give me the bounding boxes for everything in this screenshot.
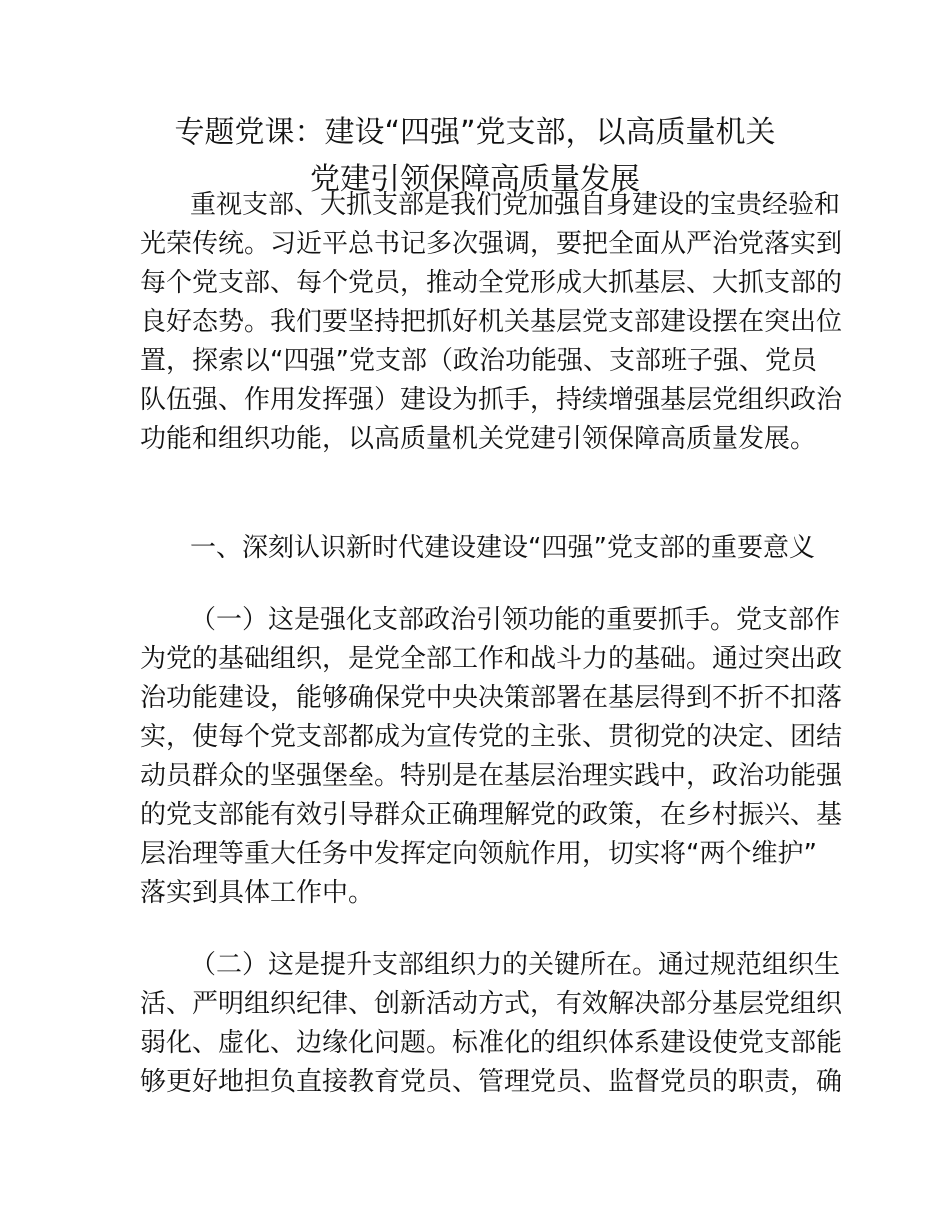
paragraph-1-line: 落实到具体工作中。 — [140, 878, 375, 908]
paragraph-1-line: 实，使每个党支部都成为宣传党的主张、贯彻党的决定、团结 — [140, 722, 843, 752]
intro-paragraph-line: 功能和组织功能，以高质量机关党建引领保障高质量发展。 — [140, 424, 817, 454]
document-title-line-1: 专题党课：建设“四强”党支部，以高质量机关 — [174, 115, 776, 150]
paragraph-2-line: （二）这是提升支部组织力的关键所在。通过规范组织生 — [190, 950, 841, 980]
paragraph-1-line: 为党的基础组织，是党全部工作和战斗力的基础。通过突出政 — [140, 644, 843, 674]
paragraph-2-line: 够更好地担负直接教育党员、管理党员、监督党员的职责，确 — [140, 1067, 843, 1097]
paragraph-1-line: 的党支部能有效引导群众正确理解党的政策，在乡村振兴、基 — [140, 800, 843, 830]
document-title-line-2: 党建引领保障高质量发展 — [310, 162, 640, 197]
paragraph-1-line: 治功能建设，能够确保党中央决策部署在基层得到不折不扣落 — [140, 683, 843, 713]
paragraph-2-line: 活、严明组织纪律、创新活动方式，有效解决部分基层党组织 — [140, 989, 843, 1019]
section-heading-line: 一、深刻认识新时代建设建设“四强”党支部的重要意义 — [190, 533, 815, 563]
paragraph-1-line: （一）这是强化支部政治引领功能的重要抓手。党支部作 — [190, 605, 841, 635]
intro-paragraph-line: 置，探索以“四强”党支部（政治功能强、支部班子强、党员 — [140, 346, 817, 376]
intro-paragraph-line: 重视支部、大抓支部是我们党加强自身建设的宝贵经验和 — [190, 190, 841, 220]
intro-paragraph-line: 队伍强、作用发挥强）建设为抓手，持续增强基层党组织政治 — [140, 385, 843, 415]
paragraph-2-line: 弱化、虚化、边缘化问题。标准化的组织体系建设使党支部能 — [140, 1028, 843, 1058]
paragraph-1-line: 动员群众的坚强堡垒。特别是在基层治理实践中，政治功能强 — [140, 761, 843, 791]
paragraph-1-line: 层治理等重大任务中发挥定向领航作用，切实将“两个维护” — [140, 839, 817, 869]
intro-paragraph-line: 每个党支部、每个党员，推动全党形成大抓基层、大抓支部的 — [140, 268, 843, 298]
intro-paragraph-line: 良好态势。我们要坚持把抓好机关基层党支部建设摆在突出位 — [140, 307, 843, 337]
intro-paragraph-line: 光荣传统。习近平总书记多次强调，要把全面从严治党落实到 — [140, 229, 843, 259]
